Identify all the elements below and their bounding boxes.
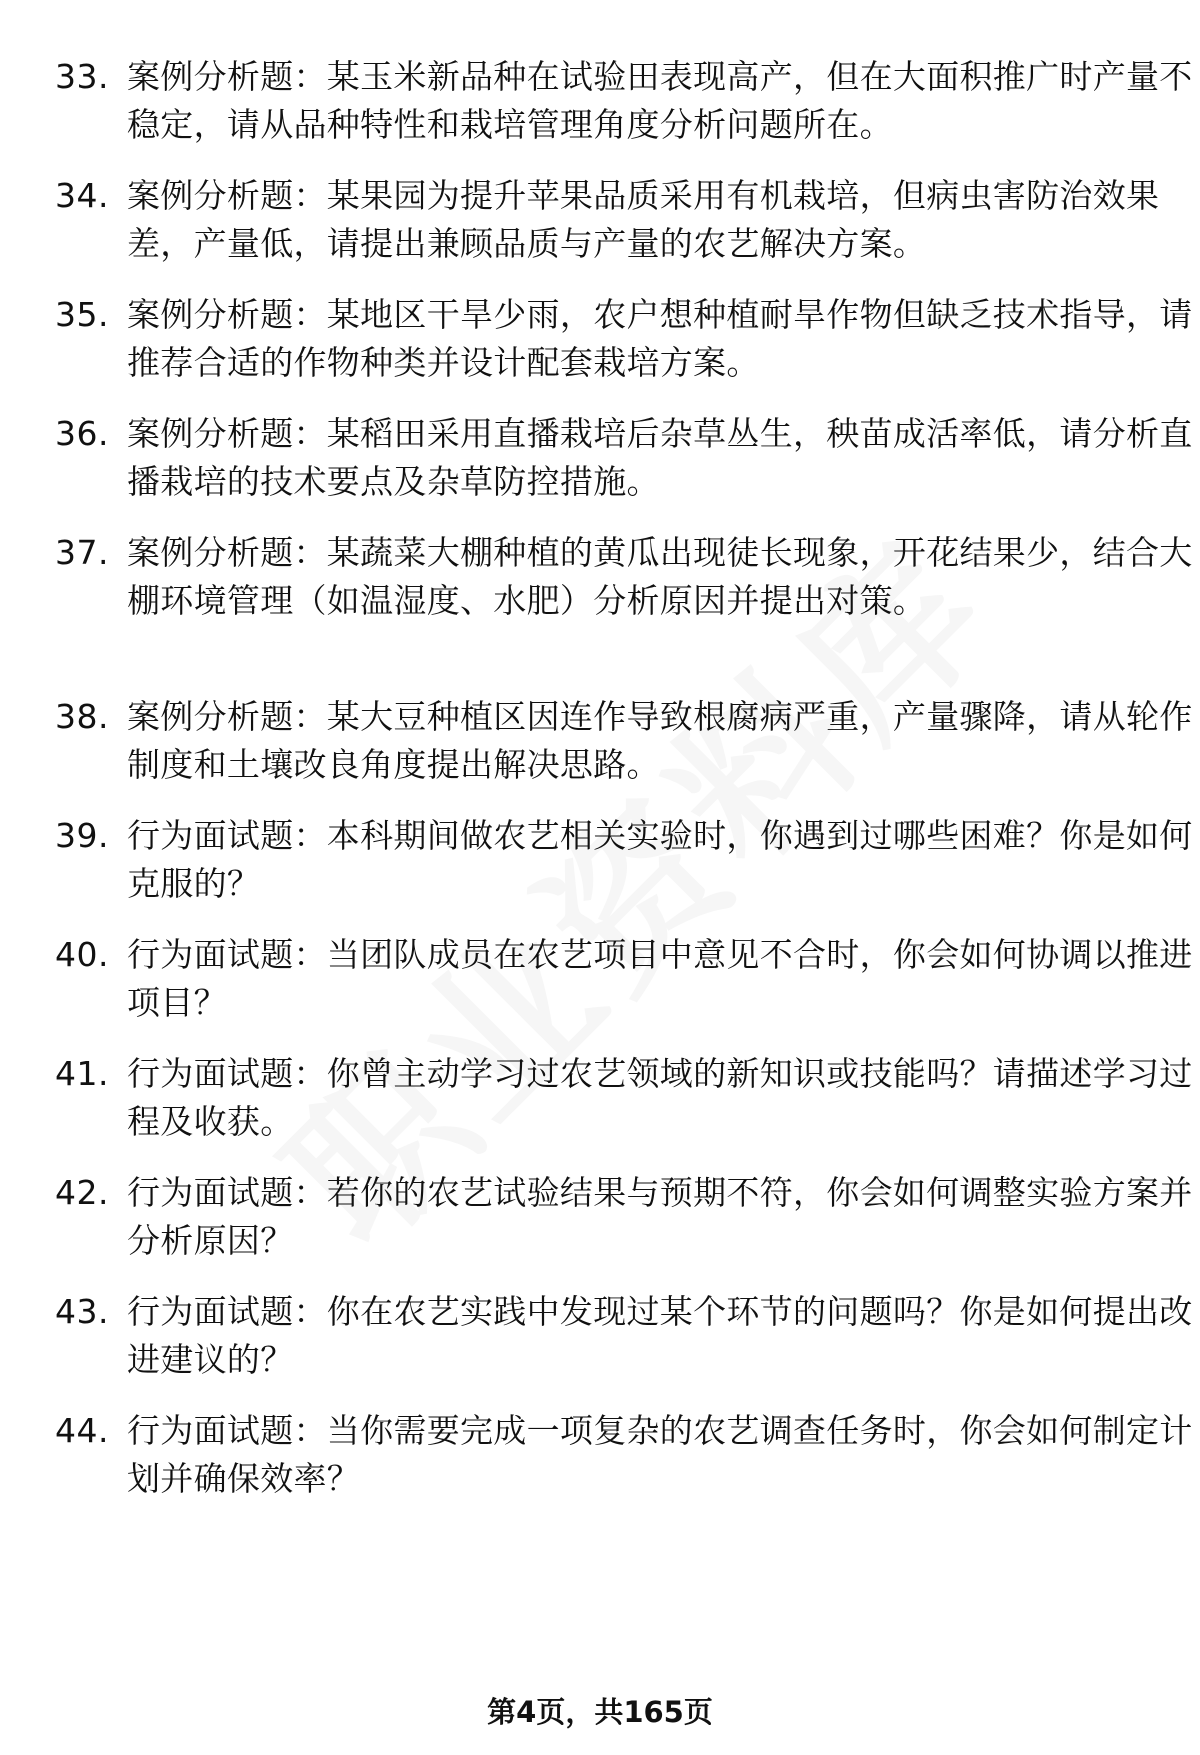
item-number: 43. [55, 1292, 109, 1331]
item-text: 案例分析题：某大豆种植区因连作导致根腐病严重，产量骤降，请从轮作制度和土壤改良角度提出解决思路。 [127, 697, 1193, 784]
item-text: 案例分析题：某稻田采用直播栽培后杂草丛生，秧苗成活率低，请分析直播栽培的技术要点及杂草防控措施。 [127, 414, 1193, 501]
item-number: 37. [55, 533, 109, 572]
item-text: 案例分析题：某玉米新品种在试验田表现高产，但在大面积推广时产量不稳定，请从品种特性和栽培管理角度分析问题所在。 [127, 57, 1193, 144]
item-number: 35. [55, 295, 109, 334]
item-text: 案例分析题：某蔬菜大棚种植的黄瓜出现徒长现象，开花结果少，结合大棚环境管理（如温湿度、水肥）分析原因并提出对策。 [127, 533, 1193, 620]
page-footer: 第4页，共165页 [487, 1695, 713, 1729]
item-number: 39. [55, 816, 109, 855]
item-text: 案例分析题：某地区干旱少雨，农户想种植耐旱作物但缺乏技术指导，请推荐合适的作物种类并设计配套栽培方案。 [127, 295, 1193, 382]
item-number: 36. [55, 414, 109, 453]
item-text: 案例分析题：某果园为提升苹果品质采用有机栽培，但病虫害防治效果差，产量低，请提出兼顾品质与产量的农艺解决方案。 [127, 176, 1160, 263]
item-number: 44. [55, 1411, 109, 1450]
item-text: 行为面试题：当你需要完成一项复杂的农艺调查任务时，你会如何制定计划并确保效率？ [127, 1411, 1193, 1498]
item-number: 33. [55, 57, 109, 96]
item-number: 34. [55, 176, 109, 215]
item-number: 42. [55, 1173, 109, 1212]
item-text: 行为面试题：当团队成员在农艺项目中意见不合时，你会如何协调以推进项目？ [127, 935, 1193, 1022]
item-text: 行为面试题：本科期间做农艺相关实验时，你遇到过哪些困难？你是如何克服的？ [127, 816, 1193, 903]
item-text: 行为面试题：你曾主动学习过农艺领域的新知识或技能吗？请描述学习过程及收获。 [127, 1054, 1193, 1141]
item-number: 40. [55, 935, 109, 974]
item-text: 行为面试题：你在农艺实践中发现过某个环节的问题吗？你是如何提出改进建议的？ [127, 1292, 1193, 1379]
item-text: 行为面试题：若你的农艺试验结果与预期不符，你会如何调整实验方案并分析原因？ [127, 1173, 1193, 1260]
item-number: 41. [55, 1054, 109, 1093]
item-number: 38. [55, 697, 109, 736]
